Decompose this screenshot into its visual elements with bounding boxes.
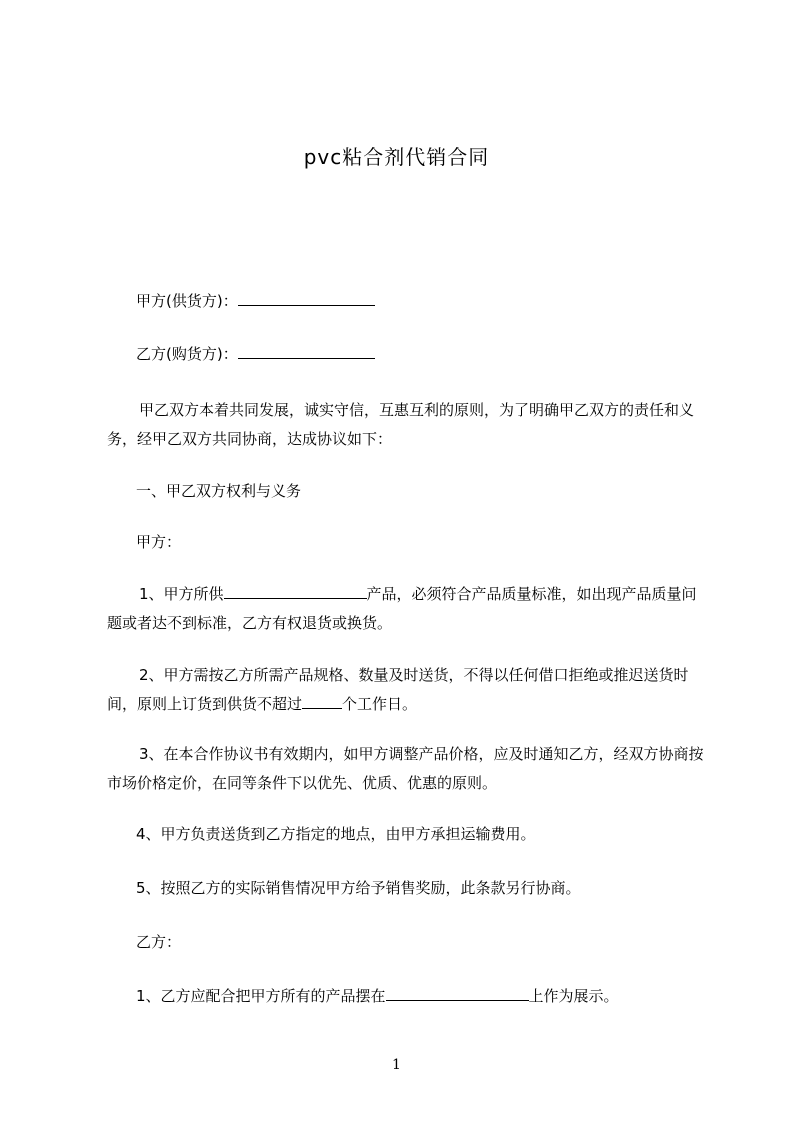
clause-a-1 [107, 580, 707, 638]
document-title: pvc粘合剂代销合同 [303, 145, 490, 169]
party-a-label: 甲方(供货方)： [136, 292, 238, 310]
party-a-blank [238, 291, 375, 306]
clause-b-1 [136, 986, 619, 1006]
clause-a-5: 5、按照乙方的实际销售情况甲方给予销售奖励，此条款另行协商。 [136, 879, 581, 897]
clause-a-2 [107, 661, 707, 719]
clause-b-1-post: 上作为展示。 [528, 987, 619, 1005]
party-a-heading: 甲方： [136, 533, 182, 551]
clause-a-1-post: 产品，必须符合产品质量标准，如出现产品质量问题或者达不到标准，乙方有权退货或换货。 [107, 585, 697, 632]
party-b-heading: 乙方： [136, 933, 182, 951]
clause-a-2-post: 个工作日。 [342, 695, 418, 713]
clause-a-1-pre: 1、甲方所供 [139, 585, 224, 603]
clause-b-1-blank [386, 986, 529, 1001]
clause-b-1-pre: 1、乙方应配合把甲方所有的产品摆在 [136, 987, 386, 1005]
intro-paragraph: 甲乙双方本着共同发展，诚实守信，互惠互利的原则，为了明确甲乙双方的责任和义务，经甲乙双方共同协商，达成协议如下： [107, 401, 695, 448]
party-a-line [136, 291, 375, 311]
clause-a-2-text: 2、甲方需按乙方所需产品规格、数量及时送货，不得以任何借口拒绝或推迟送货时间，原则上订货到供货不超过 [107, 666, 689, 713]
clause-a-4: 4、甲方负责送货到乙方指定的地点，由甲方承担运输费用。 [136, 825, 536, 843]
clause-a-1-blank [224, 584, 367, 599]
page-number: 1 [392, 1057, 401, 1073]
section1-heading: 一、甲乙双方权利与义务 [136, 482, 302, 500]
clause-a-3: 3、在本合作协议书有效期内，如甲方调整产品价格，应及时通知乙方，经双方协商按市场价格定价，在同等条件下以优先、优质、优惠的原则。 [107, 745, 704, 792]
clause-a-2-blank [302, 694, 342, 709]
party-b-line [136, 344, 375, 364]
party-b-blank [238, 344, 375, 359]
party-b-label: 乙方(购货方)： [136, 345, 238, 363]
